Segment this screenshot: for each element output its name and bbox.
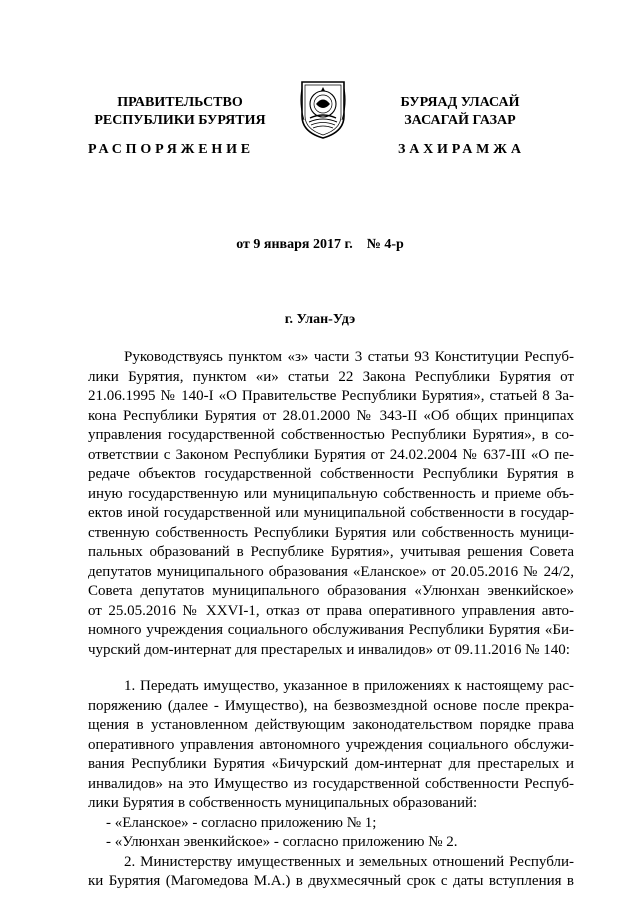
document-body: [88, 348, 574, 892]
list-item: - «Улюнхан эвенкийское» - согласно приложению № 2.: [106, 834, 458, 850]
text-line: 2. Министерству имущественных и земельных отношений Республи-: [124, 853, 574, 870]
text-line: кона Республики Бурятия от 28.01.2000 № 343-II «Об общих принципах: [88, 407, 574, 424]
preamble-paragraph: [88, 348, 574, 660]
header-line: РЕСПУБЛИКИ БУРЯТИЯ: [94, 113, 266, 128]
text-line: иную государственную или муниципальную собственность и приеме объ-: [88, 485, 574, 502]
text-line: ки Бурятия (Магомедова М.А.) в двухмесячный срок с даты вступления в: [88, 873, 574, 889]
text-line: ектов иной государственной или муниципальной собственности в государ-: [88, 505, 574, 521]
text-line: редаче объектов государственной собственности Республики Бурятия в: [88, 466, 574, 482]
header-line: БУРЯАД УЛАСАЙ: [400, 95, 520, 110]
text-line: 21.06.1995 № 140-I «О Правительстве Республики Бурятия», статьей 8 За-: [88, 388, 574, 404]
place-of-issue: г. Улан-Удэ: [284, 312, 356, 327]
coat-of-arms-icon: [296, 78, 350, 140]
text-line: оперативного управления автономного учреждения социального обслужи-: [88, 736, 574, 753]
text-line: лики Бурятия в собственность муниципальных образований:: [88, 795, 478, 811]
text-line: ответствии с Законом Республики Бурятия от 24.02.2004 № 637-III «О пе-: [88, 446, 574, 463]
text-line: ственную собственность Республики Бурятия или собственность муници-: [88, 524, 574, 541]
text-line: лики Бурятия, пунктом «и» статьи 22 Закона Республики Бурятия от: [88, 368, 574, 385]
doc-type-bua: ЗАХИРАМЖА: [398, 142, 525, 157]
text-line: чурский дом-интернат для престарелых и инвалидов» от 09.11.2016 № 140:: [88, 641, 570, 658]
clause-1: [88, 677, 574, 853]
date-and-number: от 9 января 2017 г. № 4-р: [236, 237, 404, 252]
doc-type-ru: РАСПОРЯЖЕНИЕ: [88, 142, 254, 157]
text-line: 1. Передать имущество, указанное в приложениях к настоящему рас-: [124, 678, 574, 694]
government-name-bua: [360, 94, 560, 130]
text-line: от 25.05.2016 № XXVI-1, отказ от права оперативного управления авто-: [88, 602, 574, 619]
header-line: ЗАСАГАЙ ГАЗАР: [404, 113, 516, 128]
text-line: Совета депутатов муниципального образования «Улюнхан эвенкийское»: [88, 583, 574, 599]
text-line: номного учреждения социального обслуживания Республики Бурятия «Би-: [88, 622, 574, 638]
text-line: Руководствуясь пунктом «з» части 3 статьи 93 Конституции Респуб-: [124, 349, 574, 365]
list-item: - «Еланское» - согласно приложению № 1;: [106, 814, 377, 831]
text-line: вания Республики Бурятия «Бичурский дом-интернат для престарелых и: [88, 756, 574, 772]
text-line: щения в установленном действующим законодательством порядке права: [88, 717, 574, 733]
government-name-ru: [60, 94, 300, 130]
header-line: ПРАВИТЕЛЬСТВО: [117, 95, 243, 110]
text-line: управления государственной собственностью Республики Бурятия», в со-: [88, 427, 574, 443]
clause-2: [88, 853, 574, 892]
text-line: поряжению (далее - Имущество), на безвозмездной основе после прекра-: [88, 697, 574, 714]
text-line: пальных образований в Республике Бурятия», учитывая решения Совета: [88, 544, 574, 560]
text-line: инвалидов» на это Имущество из государственной собственности Респуб-: [88, 775, 574, 792]
text-line: депутатов муниципального образования «Еланское» от 20.05.2016 № 24/2,: [88, 563, 574, 580]
